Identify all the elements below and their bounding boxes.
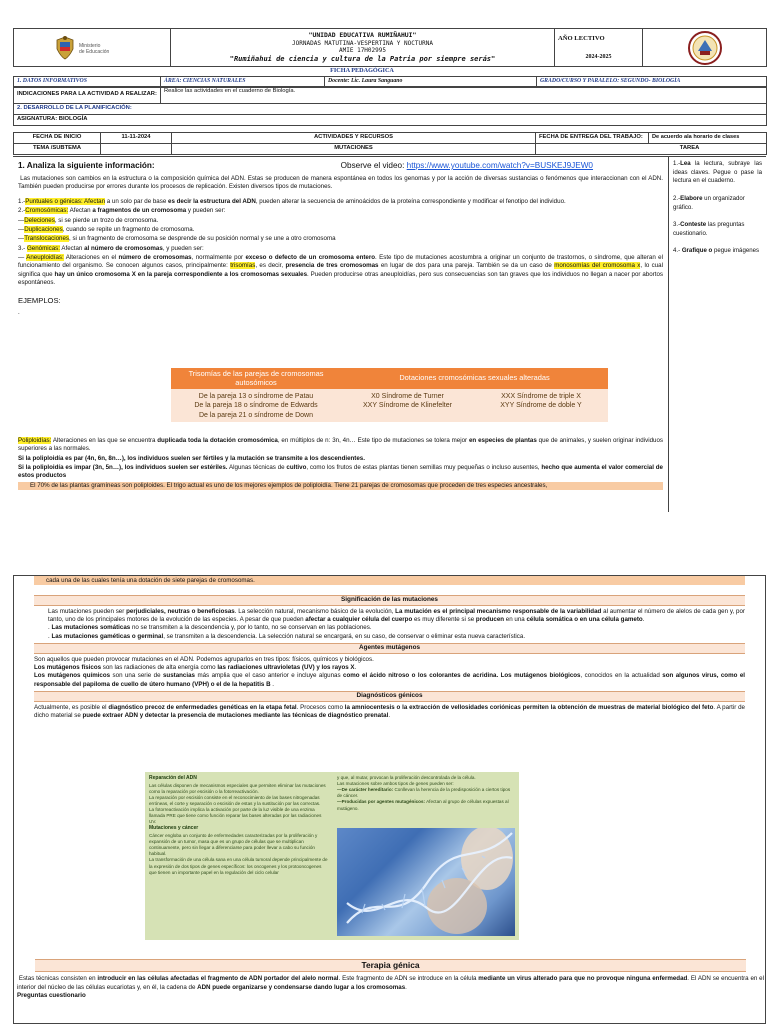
repair-r2: Las mutaciones sobre ambos tipos de genes pueden ser: (337, 781, 454, 787)
repair-p3: La fotorreactivación implica la activación por parte de la luz visible de una enzima llamada PRE que tiene como función reparar las bases alteradas por las radiaciones UV. (149, 807, 322, 825)
wheat-paragraph: El 70% de las plantas gramíneas son poliploides. El trigo actual es uno de los mejores ejemplos de poliploidía. Tiene 21 parejas de cromosomas que proceden de tres especies ancestrales, (18, 482, 663, 490)
video-link[interactable]: https://www.youtube.com/watch?v=BUSKEJ9JEW0 (406, 161, 593, 170)
repair-r1: y que, al mutar, provocan la proliferación descontrolada de la célula. (337, 775, 476, 780)
therapy-title: Terapia génica (35, 959, 746, 972)
repair-r3: —De carácter hereditario: Conllevan la herencia de la predisposición a ciertos tipos de cáncer. (337, 787, 511, 799)
therapy-paragraph: Estas técnicas consisten en introducir en las células afectadas el fragmento de ADN portador del alelo normal. Este fragmento de ADN se introduce en la célula mediante un virus alterado para que no provoque ninguna enfermedad. El ADN se encuentra en el interior del núcleo de las células eucariotas y, en él, la cadena de ADN puede organizarse y condensarse dando lugar a los cromosomas. (17, 975, 764, 991)
year-label: AÑO LECTIVO (558, 35, 605, 42)
intro-paragraph: Las mutaciones son cambios en la estructura o la composición química del ADN. Estas se producen de manera espontánea en todos los genomas y por la acción de diversas sustancias o fenómenos que interaccionan con el ADN. También pueden producirse por errores durante los procesos de replicación. Existen diversos tipos de mutaciones. (18, 175, 663, 191)
sex-chrom-cell: X0 Síndrome de Turner (341, 389, 474, 401)
reading-body (13, 156, 668, 512)
chromosomal-paragraph: 2.-Cromosómicas: Afectan a fragmentos de un cromosoma y pueden ser: (18, 207, 226, 215)
task-4: 4.- Grafique o pegue imágenes (673, 247, 760, 255)
ministry-logo (17, 30, 167, 65)
trisomy-table (171, 368, 608, 422)
repair-left-column (149, 775, 329, 876)
grade-label: GRADO/CURSO Y PARALELO: SEGUNDO- BIOLOGÍA (537, 77, 767, 88)
subject-label: ASIGNATURA: BIOLOGÍA (14, 114, 767, 125)
translocations-item: —Translocaciones, si un fragmento de cromosoma se desprende de su posición normal y se une a otro cromosoma (18, 235, 336, 243)
questions-label: Preguntas cuestionario (17, 992, 86, 1000)
somatic-line: . Las mutaciones somáticas no se transmiten a la descendencia y, por lo tanto, no se conservan en las poblaciones. (48, 624, 372, 632)
repair-p2: La reparación por escisión consiste en el reconocimiento de las bases nitrogenadas erróneas, el corte y separación o escisión de estas y la sustitución por las correctas. (149, 794, 321, 806)
indications-label: INDICACIONES PARA LA ACTIVIDAD A REALIZAR: (14, 87, 161, 104)
repair-r4: —Producidas por agentes mutagénicos: Afectan al grupo de células expuestas al mutágeno. (337, 799, 509, 811)
task-3: 3.-Conteste las preguntas cuestionario. (673, 221, 745, 237)
point-mutations-paragraph: 1.-Puntuales o génicas: Afectan a un solo par de base es decir la estructura del ADN, pueden alterar la secuencia de aminoácidos de la proteína correspondiente y modificar el fenotipo del individuo. (18, 197, 566, 205)
shield-icon (57, 36, 73, 59)
instruction-row (18, 160, 663, 171)
cancer-title: Mutaciones y cáncer (149, 825, 199, 832)
genomic-paragraph: 3.- Genómicas: Afectan al número de cromosomas, y pueden ser: (18, 244, 204, 252)
task-header-label: TAREA (536, 143, 767, 154)
trisomy-cell: De la pareja 18 o síndrome de Edwards (171, 401, 341, 410)
trisomy-col2-header: Dotaciones cromosómicas sexuales alteradas (341, 368, 608, 389)
dna-helix-icon (337, 828, 515, 936)
diagnosis-paragraph: Actualmente, es posible el diagnóstico precoz de enfermedades genéticas en la etapa fetal. Procesos como la amniocentesis o la extracción de vellosidades coriónicas permiten la obtención de muestras de material biológico del feto. A partir de dicho material se puede extraer ADN y detectar la presencia de mutaciones mediante las técnicas de diagnóstico prenatal. (34, 703, 745, 720)
sheet-title: FICHA PEDAGÓGICA (330, 67, 394, 74)
school-seal-cell (643, 29, 767, 67)
activities-label: ACTIVIDADES Y RECURSOS (172, 133, 536, 144)
start-date-value: 11-11-2024 (101, 133, 172, 144)
deletions-item: —Deleciones, si se pierde un trozo de cromosoma. (18, 216, 159, 224)
start-date-label: FECHA DE INICIO (14, 133, 101, 144)
dates-table (13, 132, 767, 155)
sex-chrom-cell: XYY Síndrome de doble Y (474, 401, 608, 410)
carry-over-line: cada una de las cuales tenía una dotación de siete parejas de cromosomas. (34, 576, 745, 585)
svg-text:de Educación: de Educación (79, 48, 110, 55)
aneuploidy-paragraph: — Aneuploidías: Alteraciones en el número de cromosomas, normalmente por exceso o defecto de un cromosoma entero. Este tipo de mutaciones acostumbra a originar un conjunto de trastornos, o síndrome, que alteran el funcionamiento del organismo. Se conocen algunos casos, principalmente: trisomías, es decir, presencia de tres cromosomas en lugar de dos para una pareja. También se da un caso de monosomías del cromosoma x, lo cual significa que hay un único cromosoma X en la pareja correspondiente a los cromosomas sexuales. Pueden producirse otras aneuploidías, pero sus consecuencias son tan graves que los individuos no llegan a nacer por abortos espontáneos. (18, 253, 663, 287)
trisomy-cell: De la pareja 21 o síndrome de Down (171, 411, 341, 422)
repair-title: Reparación del ADN (149, 775, 197, 781)
ministry-logo-cell (14, 29, 171, 67)
trisomy-cell: De la pareja 13 o síndrome de Patau (171, 389, 341, 401)
area-label: ÁREA: CIENCIAS NATURALES (161, 77, 325, 88)
indications-value: Realice las actividades en el cuaderno de Biología. (161, 87, 767, 104)
scientists-dna-photo (337, 828, 515, 936)
document-page-2 (13, 575, 766, 1024)
dna-repair-panel (145, 772, 519, 940)
examples-label: EJEMPLOS: (18, 296, 61, 306)
year-cell (555, 29, 643, 67)
agents-title: Agentes mutágenos (34, 643, 745, 654)
delivery-date-value: De acuerdo ala horario de clases (649, 133, 767, 144)
chemical-agents: Los mutágenos químicos son una serie de sustancias más amplia que el caso anterior e incluye algunas como el ácido nitroso o los colorantes de acridina. Los mutágenos biológicos, conocidos en la actualidad son algunos virus, como el responsable del papiloma de cuello de útero humano (VPH) o el de la hepatitis B . (34, 672, 745, 688)
agents-intro: Son aquellos que pueden provocar mutaciones en el ADN. Podemos agruparlos en tres tipos: físicos, químicos y biológicos. (34, 655, 374, 663)
seal-icon (688, 31, 722, 65)
repair-p4: Cáncer engloba un conjunto de enfermedades caracterizadas por la proliferación y expansión de un tumor, masa que es un grupo de células que se multiplican continuamente, pero sin llegar a diferenciarse para poder llevar a cabo su función habitual. (149, 833, 318, 857)
sex-chrom-cell: XXX Síndrome de triple X (474, 389, 608, 401)
diagnosis-title: Diagnósticos génicos (34, 691, 745, 702)
amie-line: AMIE 17H02995 (339, 47, 386, 55)
task-2: 2.-Elabore un organizador gráfico. (673, 194, 745, 211)
physical-agents: Los mutágenos físicos son las radiaciones de alta energía como las radiaciones ultravioletas (UV) y los rayos X. (34, 664, 357, 672)
task-1: 1.-Lea la lectura, subraye las ideas claves. Pegue o pase la lectura en el cuaderno. (673, 160, 762, 185)
page2-body (34, 595, 745, 721)
document-page-1 (13, 28, 766, 512)
header-table (13, 28, 767, 67)
gametic-line: . Las mutaciones gaméticas o germinal, se transmiten a la descendencia. La selección natural se encargará, en su caso, de conservar o eliminar esta nueva característica. (48, 632, 526, 640)
teacher-label: Docente: Lic. Laura Sanguano (325, 77, 537, 88)
year-value: 2024-2025 (585, 53, 612, 60)
examples-dot: . (18, 308, 20, 316)
trisomy-col1-header: Trisomías de las parejas de cromosomas autosómicos (171, 368, 341, 389)
theme-value: MUTACIONES (172, 143, 536, 154)
repair-p5: La transformación de una célula sana en una célula tumoral depende principalmente de la expresión de dos tipos de genes específicos: los oncogenes y los protooncogenes que tienen un importante papel en la regulación del ciclo celular (149, 857, 328, 875)
page-gap (0, 512, 768, 575)
instruction-title: 1. Analiza la siguiente información: (18, 161, 155, 170)
section-2-title: 2. DESARROLLO DE LA PLANIFICACIÓN: (14, 104, 767, 115)
motto-line: "Rumiñahui de ciencia y cultura de la Patria por siempre serás" (229, 54, 496, 63)
video-label: Observe el video: (340, 161, 407, 170)
delivery-date-label: FECHA DE ENTREGA DEL TRABAJO: (536, 133, 649, 144)
svg-text:Ministerio: Ministerio (79, 42, 101, 49)
task-column (668, 156, 766, 512)
significance-paragraph: Las mutaciones pueden ser perjudiciales, neutras o beneficiosas. La selección natural, mecanismo básico de la evolución, La mutación es el principal mecanismo responsable de la variabilidad al aumentar el número de alelos de cada gen y, por tanto, uno de los principales motores de la evolución de las especies. A pesar de que pueden afectar a cualquier célula del cuerpo es muy diferente si se producen en una célula somática o en una célula gameto. (48, 607, 745, 623)
duplications-item: —Duplicaciones, cuando se repite un fragmento de cromosoma. (18, 225, 195, 233)
repair-right-column (337, 775, 515, 812)
school-title-cell (171, 29, 555, 67)
sex-chrom-cell: XXY Síndrome de Klinefelter (341, 401, 474, 410)
section-1-title: 1. DATOS INFORMATIVOS (14, 77, 161, 88)
even-polyploidy-paragraph: Si la poliploidía es par (4n, 6n, 8n…), los individuos suelen ser fértiles y la mutación se transmite a los descendientes. (18, 454, 365, 462)
polyploidy-paragraph: Poliploidías: Alteraciones en las que se encuentra duplicada toda la dotación cromosómica, en múltiplos de n: 3n, 4n… Este tipo de mutaciones se tolera mejor en especies de plantas que de animales, y suelen originar individuos superiores a las normales. (18, 437, 663, 453)
therapy-section (14, 959, 766, 1000)
repair-p1: Las células disponen de mecanismos especiales que permiten eliminar las mutaciones como la reparación por escisión o la fotorreactivación. (149, 782, 326, 794)
schedule-line: JORNADAS MATUTINA-VESPERTINA Y NOCTURNA (292, 39, 433, 47)
school-name: "UNIDAD EDUCATIVA RUMIÑAHUI" (308, 31, 417, 40)
odd-polyploidy-paragraph: Si la poliploidía es impar (3n, 5n…), los individuos suelen ser estériles. Algunas técnicas de cultivo, como los frutos de estas plantas tienen semillas muy pequeñas o incluso ausentes, hecho que aumenta el valor comercial de estos productos (18, 464, 664, 480)
indications-table (13, 86, 767, 126)
significance-title: Significación de las mutaciones (34, 595, 745, 606)
theme-label: TEMA /SUBTEMA (14, 143, 101, 154)
